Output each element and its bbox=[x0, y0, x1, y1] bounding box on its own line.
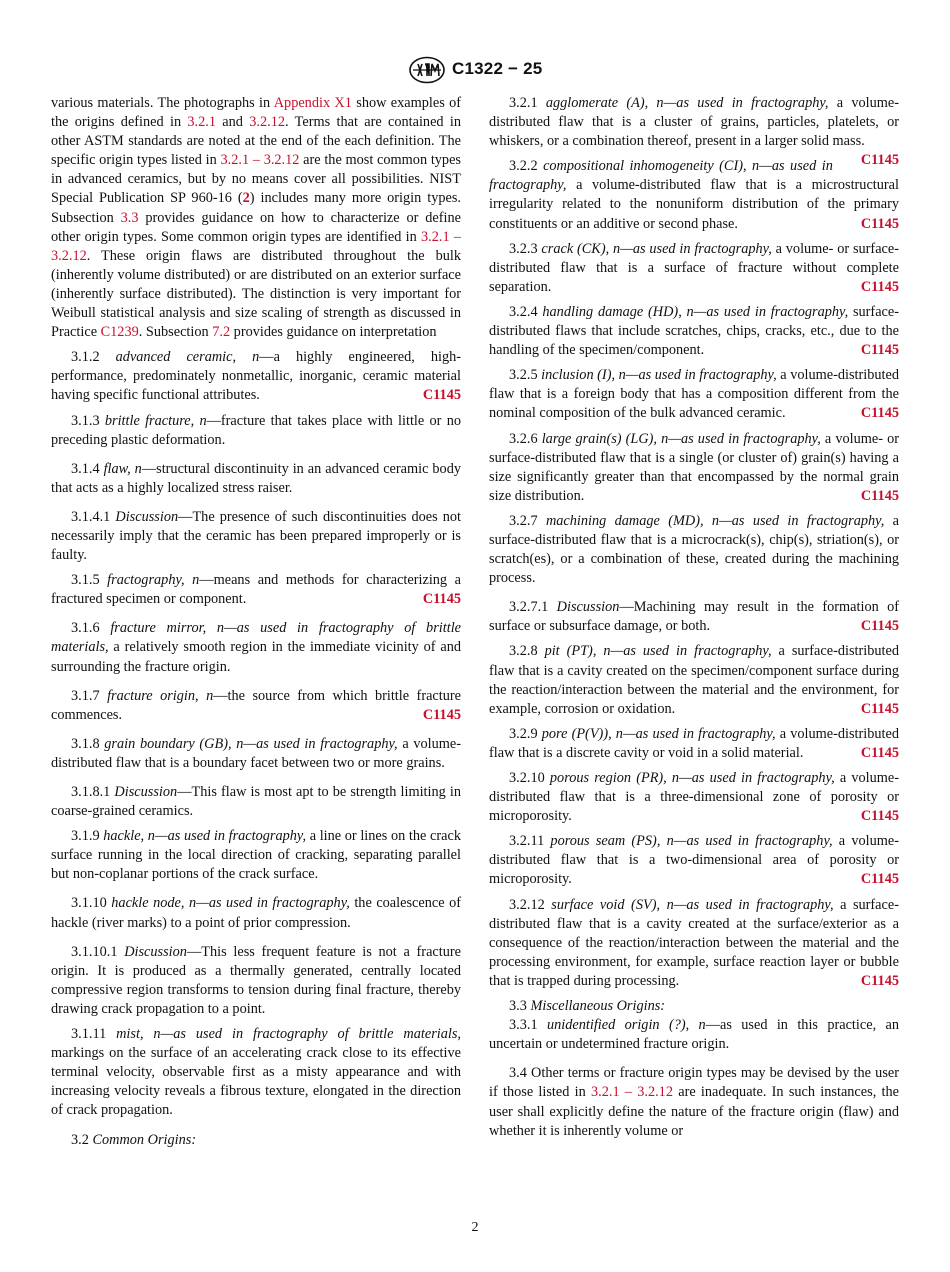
link-reference-2[interactable]: 2 bbox=[242, 190, 250, 207]
paragraph-3-4: 3.4 Other terms or fracture origin types may be devised by the user if those listed in 3.2.1 – 3.2.12 are inadequate. In such instances, the user shall explicitly define the nature of the fracture origin (flaw) and whether it is inherently volume or bbox=[489, 1065, 899, 1139]
discussion-3-1-10-1: 3.1.10.1 Discussion—This less frequent feature is not a fracture origin. It is produced as a thermally generated, centrally located compressive region transforms to tension during final fracture, thereby drawing crack propagation to a point. bbox=[51, 943, 461, 1017]
link-c1145[interactable]: C1145 bbox=[860, 700, 899, 717]
link-c1145[interactable]: C1145 bbox=[860, 152, 899, 169]
definition-3-2-3: 3.2.3 crack (CK), n—as used in fractography, a volume- or surface-distributed flaw that is a surface of fracture without complete separation. C1145 bbox=[489, 240, 899, 297]
document-number: C1322 − 25 bbox=[452, 59, 543, 78]
definition-3-2-5: 3.2.5 inclusion (I), n—as used in fractography, a volume-distributed flaw that is a foreign body that has a composition different from the nominal composition of the bulk advanced ceramic. C1145 bbox=[489, 366, 899, 423]
link-c1145[interactable]: C1145 bbox=[422, 591, 461, 608]
discussion-3-1-4-1: 3.1.4.1 Discussion—The presence of such discontinuities does not necessarily imply that the ceramic has been prepared improperly or is faulty. bbox=[51, 508, 461, 564]
link-c1145[interactable]: C1145 bbox=[860, 487, 899, 504]
link-c1145[interactable]: C1145 bbox=[860, 405, 899, 422]
definition-3-1-6: 3.1.6 fracture mirror, n—as used in fractography of brittle materials, a relatively smooth region in the immediate vicinity of and surrounding the fracture origin. bbox=[51, 620, 462, 675]
definition-3-1-9: 3.1.9 hackle, n—as used in fractography, a line or lines on the crack surface running in the local direction of cracking, separating parallel but non-coplanar portions of the crack surface. bbox=[51, 828, 461, 883]
link-c1145[interactable]: C1145 bbox=[860, 215, 899, 232]
link-c1145[interactable]: C1145 bbox=[860, 342, 899, 359]
page-number: 2 bbox=[471, 1220, 479, 1235]
definition-3-2-9: 3.2.9 pore (P(V)), n—as used in fractography, a volume-distributed flaw that is a discrete cavity or void in a solid material. C1145 bbox=[489, 725, 899, 763]
definition-3-1-2: 3.1.2 advanced ceramic, n—a highly engineered, high-performance, predominately nonmetallic, inorganic, ceramic material having specific functional attributes. C1145 bbox=[51, 348, 461, 405]
discussion-3-1-8-1: 3.1.8.1 Discussion—This flaw is most apt to be strength limiting in coarse-grained ceramics. bbox=[51, 784, 462, 820]
definition-3-2-7: 3.2.7 machining damage (MD), n—as used in fractography, a surface-distributed flaw that is a microcrack(s), chip(s), striation(s), or scratch(es), or a combination of these, created during the machining process. bbox=[489, 512, 899, 587]
page-header bbox=[0, 56, 950, 86]
link-c1145[interactable]: C1145 bbox=[860, 808, 899, 825]
link-3-2-12[interactable]: 3.2.12 bbox=[249, 114, 286, 131]
link-3-2-1-to-3-2-12[interactable]: 3.2.1 – 3.2.12 bbox=[220, 152, 300, 169]
definition-3-2-10: 3.2.10 porous region (PR), n—as used in fractography, a volume-distributed flaw that is a three-dimensional zone of porosity or microporosity. C1145 bbox=[489, 769, 899, 826]
definition-3-1-4: 3.1.4 flaw, n—structural discontinuity in an advanced ceramic body that acts as a highly localized stress raiser. bbox=[51, 460, 461, 496]
link-3-3[interactable]: 3.3 bbox=[120, 209, 139, 226]
link-7-2[interactable]: 7.2 bbox=[212, 324, 231, 341]
definition-3-1-10: 3.1.10 hackle node, n—as used in fractography, the coalescence of hackle (river marks) to a point of prior compression. bbox=[51, 895, 461, 931]
link-c1145[interactable]: C1145 bbox=[860, 871, 899, 888]
definition-3-2-4: 3.2.4 handling damage (HD), n—as used in fractography, surface-distributed flaws that include scratches, chips, cracks, etc., due to the handling of the specimen/component. C1145 bbox=[489, 303, 899, 360]
link-c1145[interactable]: C1145 bbox=[860, 972, 899, 989]
definition-3-1-5: 3.1.5 fractography, n—means and methods for characterizing a fractured specimen or component. C1145 bbox=[51, 571, 461, 609]
definition-3-2-6: 3.2.6 large grain(s) (LG), n—as used in fractography, a volume- or surface-distributed flaw that is a single (or cluster of) grain(s) having a size significantly greater than that encompassed by the normal grain size distribution. C1145 bbox=[489, 430, 899, 506]
link-c1145[interactable]: C1145 bbox=[422, 387, 461, 404]
astm-logo-icon bbox=[408, 56, 446, 84]
link-c1145[interactable]: C1145 bbox=[860, 618, 899, 635]
link-3-2-1-to-3-2-12-b[interactable]: 3.2.1 – 3.2.12 bbox=[51, 228, 461, 264]
left-column bbox=[51, 94, 461, 1156]
link-c1239[interactable]: C1239 bbox=[100, 324, 139, 341]
definition-3-1-7: 3.1.7 fracture origin, n—the source from which brittle fracture commences. C1145 bbox=[51, 687, 461, 725]
section-3-2-heading: 3.2 Common Origins: bbox=[71, 1131, 197, 1148]
link-3-2-1[interactable]: 3.2.1 bbox=[187, 114, 216, 131]
definition-3-3-1: 3.3.1 unidentified origin (?), n—as used in this practice, an uncertain or undetermined fracture origin. bbox=[489, 1017, 900, 1053]
link-c1145[interactable]: C1145 bbox=[422, 706, 461, 723]
link-c1145[interactable]: C1145 bbox=[860, 744, 899, 761]
definition-3-2-8: 3.2.8 pit (PT), n—as used in fractography, a surface-distributed flaw that is a cavity created on the specimen/component surface during the reaction/interaction between the material and the environment, for example, corrosion or oxidation. C1145 bbox=[489, 642, 899, 718]
definition-3-1-11: 3.1.11 mist, n—as used in fractography of brittle materials, markings on the surface of an accelerating crack close to its effective terminal velocity, observable first as a misty appearance and with increasing velocity reveals a fibrous texture, elongated in the direction of crack propagation. bbox=[51, 1026, 461, 1119]
definition-3-1-3: 3.1.3 brittle fracture, n—fracture that takes place with little or no preceding plastic deformation. bbox=[51, 412, 461, 448]
link-c1145[interactable]: C1145 bbox=[860, 278, 899, 295]
link-appendix-x1[interactable]: Appendix X1 bbox=[273, 95, 352, 111]
definition-3-2-12: 3.2.12 surface void (SV), n—as used in fractography, a surface-distributed flaw that is a cavity created at the surface/exterior as a consequence of the reaction/interaction between the material and the processing environment, for example, surface reaction layer or bubble that is trapped during processing. C1145 bbox=[489, 896, 899, 991]
discussion-3-2-7-1: 3.2.7.1 Discussion—Machining may result in the formation of surface or subsurface damage, or both. C1145 bbox=[489, 598, 899, 636]
definition-3-2-2: 3.2.2 compositional inhomogeneity (CI), n—as used in fractography, a volume-distributed flaw that is a microstructural irregularity related to the nonuniform distribution of the primary constituents or an additive or second phase. C1145 bbox=[489, 157, 899, 233]
section-3-3-heading: 3.3 Miscellaneous Origins: bbox=[509, 998, 666, 1015]
link-3-2-1-to-3-2-12[interactable]: 3.2.1 – 3.2.12 bbox=[591, 1084, 673, 1101]
definition-3-2-1: 3.2.1 agglomerate (A), n—as used in fractography, a volume-distributed flaw that is a cluster of grains, particles, platelets, or whiskers, or a combination thereof, present in a larger solid mass. C1145 bbox=[489, 94, 899, 151]
definition-3-1-8: 3.1.8 grain boundary (GB), n—as used in fractography, a volume-distributed flaw that is a boundary facet between two or more grains. bbox=[51, 735, 461, 771]
paragraph-intro: various materials. The photographs in Appendix X1 show examples of the origins defined in 3.2.1 and 3.2.12. Terms that are contained in other ASTM standards are noted at the end of the each definition. The specific origin types listed in 3.2.1 – 3.2.12 are the most common types in advanced ceramics, but by no means cover all possibilities. NIST Special Publication SP 960-16 (2) includes many more origin types. Subsection 3.3 provides guidance on how to characterize or define other origin types. Some common origin types are identified in 3.2.1 – 3.2.12. These origin flaws are distributed throughout the bulk (inherently volume distributed) or are distributed on an exterior surface (inherently surface distributed). The distinction is very important for Weibull statistical analysis and size scaling of strength as discussed in Practice C1239. Subsection 7.2 provides guidance on interpretation bbox=[51, 95, 462, 341]
right-column bbox=[489, 94, 899, 1147]
definition-3-2-11: 3.2.11 porous seam (PS), n—as used in fractography, a volume-distributed flaw that is a two-dimensional area of porosity or microporosity. C1145 bbox=[489, 832, 899, 889]
